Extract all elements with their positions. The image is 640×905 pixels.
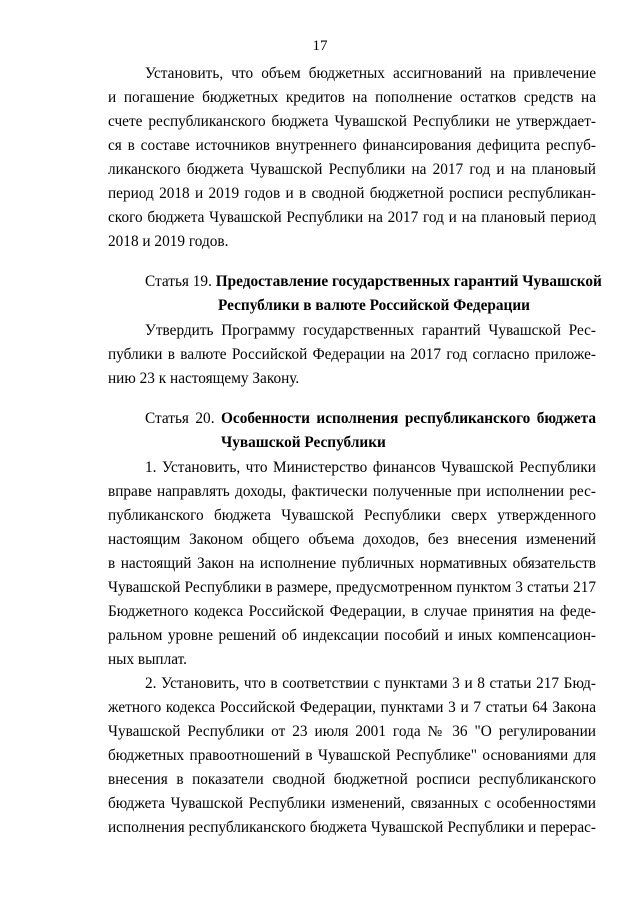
article-20-label: Статья 20. (145, 410, 215, 427)
paragraph-line: ральном уровне решений об индексации пособий и иных компенсацион- (108, 627, 596, 644)
paragraph-line: Установить, что объем бюджетных ассигнований на привлечение (145, 65, 596, 82)
article-19-title: Предоставление государственных гарантий Чувашской (215, 273, 602, 290)
paragraph-line: Утвердить Программу государственных гарантий Чувашской Рес- (145, 322, 596, 339)
paragraph-line: бюджетных правоотношений в Чувашской Республике" основаниями для (108, 747, 596, 764)
paragraph-line: ных выплат. (108, 651, 188, 668)
paragraph-line: ликанского бюджета Чувашской Республики на 2017 год и на плановый (108, 161, 596, 178)
article-19-title-continued: Республики в валюте Российской Федерации (218, 297, 530, 314)
paragraph-line: период 2018 и 2019 годов и в сводной бюджетной росписи республикан- (108, 185, 596, 202)
article-20-title: Особенности исполнения республиканского бюджета (221, 410, 596, 427)
article-19-heading (145, 273, 602, 291)
article-19-label: Статья 19. (145, 273, 212, 290)
paragraph-line: 2018 и 2019 годов. (108, 233, 229, 250)
paragraph-line: 1. Установить, что Министерство финансов Чувашской Республики (145, 459, 596, 476)
paragraph-line: 2. Установить, что в соответствии с пунктами 3 и 8 статьи 217 Бюд- (145, 675, 596, 692)
paragraph-line: внесения в показатели сводной бюджетной росписи республиканского (108, 771, 596, 788)
article-20-heading (145, 410, 596, 428)
paragraph-line: ского бюджета Чувашской Республики на 2017 год и на плановый период (108, 209, 596, 226)
paragraph-line: вправе направлять доходы, фактически полученные при исполнении рес- (108, 483, 596, 500)
paragraph-line: Чувашской Республики от 23 июля 2001 года № 36 "О регулировании (108, 723, 596, 740)
paragraph-line: публики в валюте Российской Федерации на 2017 год согласно приложе- (108, 346, 596, 363)
paragraph-line: Бюджетного кодекса Российской Федерации, в случае принятия на феде- (108, 603, 596, 620)
paragraph-line: и погашение бюджетных кредитов на пополнение остатков средств на (108, 89, 596, 106)
paragraph-line: счете республиканского бюджета Чувашской Республики не утверждает- (108, 113, 596, 130)
paragraph-line: бюджета Чувашской Республики изменений, связанных с особенностями (108, 795, 596, 812)
paragraph-line: публиканского бюджета Чувашской Республики сверх утвержденного (108, 507, 596, 524)
page-number: 17 (312, 38, 328, 54)
paragraph-line: Чувашской Республики в размере, предусмотренном пунктом 3 статьи 217 (108, 579, 596, 596)
paragraph-line: исполнения республиканского бюджета Чувашской Республики и перерас- (108, 819, 596, 836)
article-20-title-continued: Чувашской Республики (221, 434, 386, 451)
paragraph-line: нию 23 к настоящему Закону. (108, 370, 300, 387)
paragraph-line: жетного кодекса Российской Федерации, пунктами 3 и 7 статьи 64 Закона (108, 699, 596, 716)
paragraph-line: настоящим Законом общего объема доходов, без внесения изменений (108, 531, 596, 548)
paragraph-line: ся в составе источников внутреннего финансирования дефицита респуб- (108, 137, 596, 154)
paragraph-line: в настоящий Закон на исполнение публичных нормативных обязательств (108, 555, 596, 572)
